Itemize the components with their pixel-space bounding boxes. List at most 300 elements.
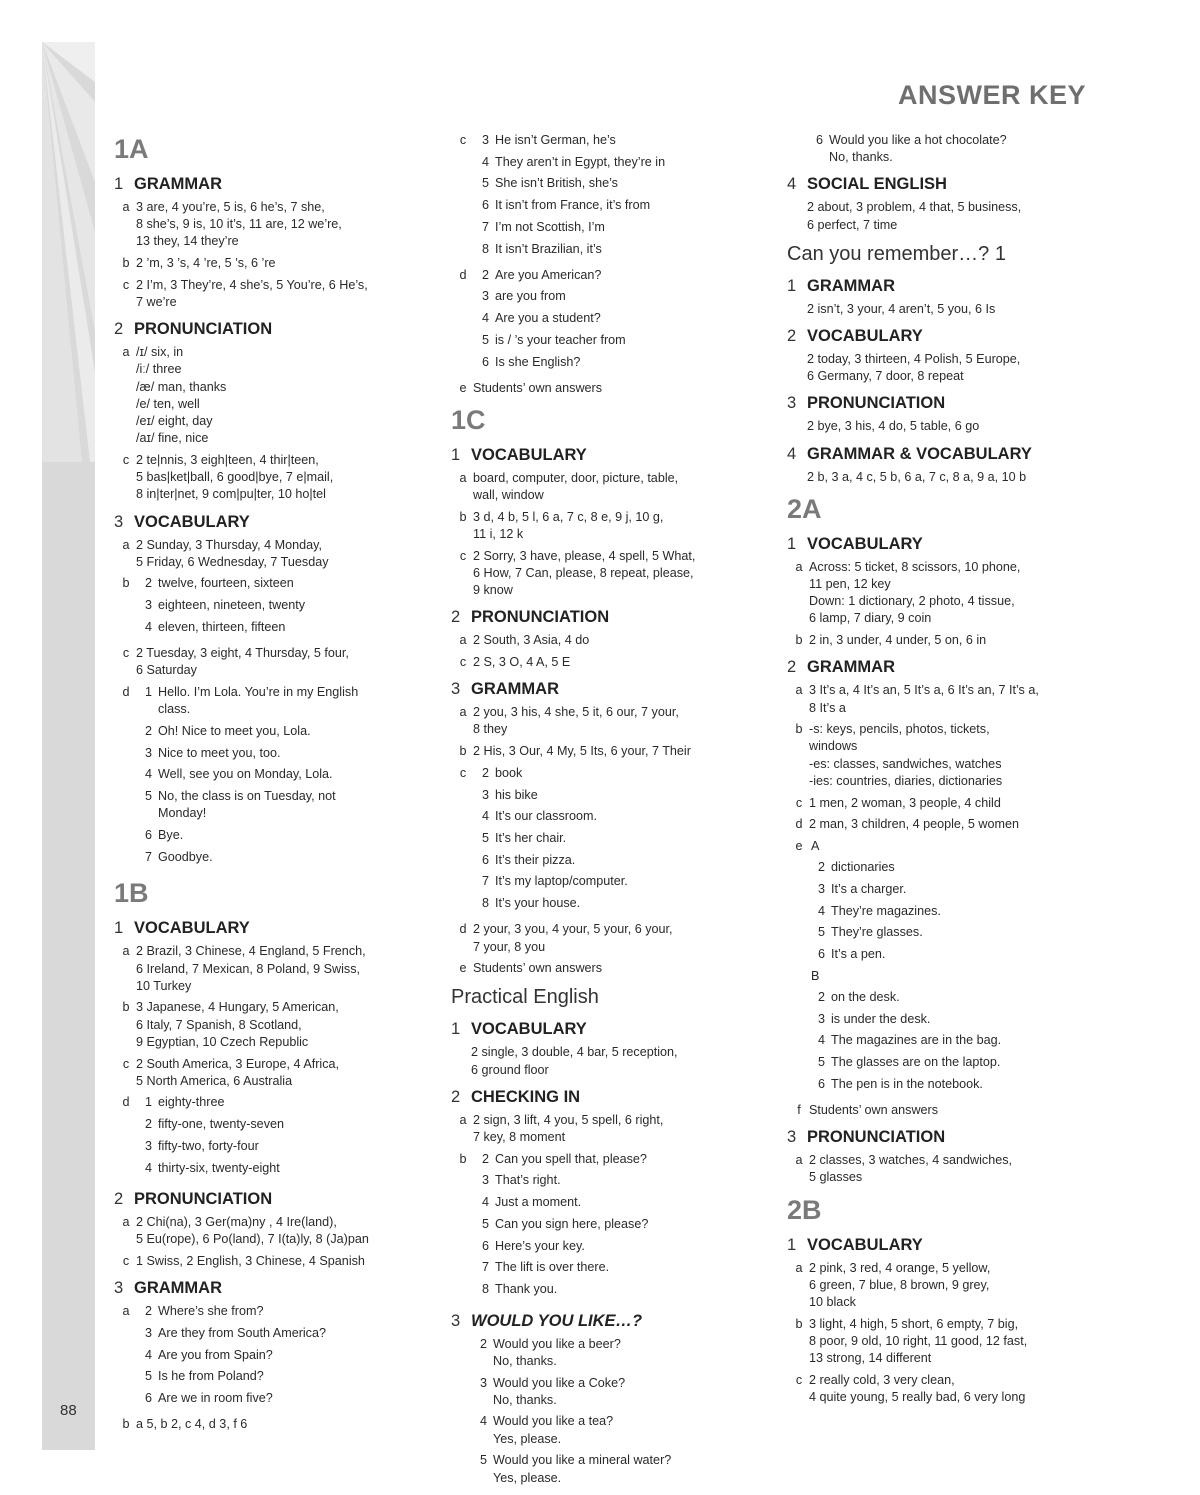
- item-text: I’m not Scottish, I’m: [495, 219, 605, 234]
- answer-line: 9 Egyptian, 10 Czech Republic: [136, 1034, 309, 1049]
- answer-entry: [114, 575, 434, 640]
- exercise-number: 1: [451, 445, 461, 464]
- item-text: Nice to meet you, too.: [158, 745, 281, 760]
- numbered-item: [809, 1032, 1087, 1049]
- item-text: Would you like a Coke? No, thanks.: [493, 1375, 626, 1407]
- entry-content: [136, 645, 434, 679]
- item-number: 2: [144, 1117, 152, 1132]
- entry-letter: b: [795, 1316, 803, 1331]
- answer-line: 2 classes, 3 watches, 4 sandwiches,: [809, 1153, 1013, 1168]
- entry-letter: c: [459, 655, 467, 670]
- item-number: 6: [815, 133, 823, 147]
- answer-entry: [451, 704, 771, 738]
- exercise-name: VOCABULARY: [807, 534, 923, 553]
- answer-line: 2 sign, 3 lift, 4 you, 5 spell, 6 right,: [473, 1112, 664, 1127]
- entry-content: [136, 199, 434, 251]
- item-text: It’s her chair.: [495, 830, 567, 845]
- item-text: is under the desk.: [831, 1011, 931, 1026]
- exercise-heading: [451, 1019, 771, 1039]
- exercise-answers: [114, 1303, 434, 1433]
- item-text: eleven, thirteen, fifteen: [158, 619, 286, 634]
- item-number: 7: [481, 874, 489, 889]
- answer-line: 1 Swiss, 2 English, 3 Chinese, 4 Spanish: [136, 1254, 365, 1269]
- entry-letter: a: [122, 944, 130, 959]
- entry-content: [136, 1416, 434, 1433]
- item-number: 2: [481, 1151, 489, 1166]
- numbered-item: [787, 132, 1087, 166]
- entry-content: [473, 1151, 771, 1303]
- item-text: Are you a student?: [495, 311, 601, 326]
- answer-line: 2 b, 3 a, 4 c, 5 b, 6 a, 7 c, 8 a, 9 a, 10 b: [807, 469, 1027, 484]
- numbered-item: [473, 288, 771, 305]
- item-number: 7: [481, 1260, 489, 1275]
- numbered-item: [136, 575, 434, 592]
- item-text: They’re glasses.: [831, 925, 923, 940]
- item-number: 3: [144, 1326, 152, 1341]
- entry-content: [136, 1253, 434, 1270]
- exercise-name: PRONUNCIATION: [807, 1128, 946, 1147]
- exercise-name: GRAMMAR: [134, 175, 222, 193]
- numbered-item: [473, 1281, 771, 1298]
- item-number: 2: [144, 576, 152, 591]
- item-number: 4: [817, 1033, 825, 1048]
- exercise-answers: [787, 418, 1087, 435]
- answer-line: 8 poor, 9 old, 10 right, 11 good, 12 fast,: [809, 1333, 1028, 1348]
- entry-letter: c: [122, 646, 130, 661]
- numbered-item: [473, 332, 771, 349]
- item-text: It’s my laptop/computer.: [495, 874, 628, 889]
- item-text: Goodbye.: [158, 849, 213, 864]
- answer-entry: [787, 1102, 1087, 1119]
- exercise-number: 2: [787, 327, 797, 346]
- exercise-answers: [787, 682, 1087, 1119]
- exercise-answers: [114, 943, 434, 1181]
- entry-content: [136, 452, 434, 504]
- answer-entry: [451, 470, 771, 504]
- exercise-heading: [451, 679, 771, 699]
- numbered-item: [136, 684, 434, 718]
- unit-title: 2A: [787, 493, 822, 524]
- exercise-heading: [787, 444, 1087, 464]
- exercise-number: 1: [451, 1020, 461, 1039]
- answer-line: windows: [809, 739, 858, 754]
- answer-line: 2 you, 3 his, 4 she, 5 it, 6 our, 7 your,: [473, 705, 679, 720]
- item-text: Would you like a mineral water? Yes, please.: [493, 1453, 672, 1485]
- item-text: Is she English?: [495, 354, 581, 369]
- exercise-heading: [787, 1235, 1087, 1255]
- entry-content: [473, 380, 771, 397]
- answer-entry: [114, 199, 434, 251]
- exercise-number: 2: [451, 608, 461, 627]
- numbered-item: [136, 597, 434, 614]
- exercise-answers: [114, 344, 434, 503]
- exercise-name: GRAMMAR & VOCABULARY: [807, 444, 1032, 463]
- exercise-name: VOCABULARY: [807, 327, 923, 346]
- answer-entry: [114, 1253, 434, 1270]
- answer-line: 2 I’m, 3 They’re, 4 she’s, 5 You’re, 6 He’s,: [136, 277, 368, 292]
- exercise-name: VOCABULARY: [471, 445, 587, 464]
- answer-entry: [114, 452, 434, 504]
- item-text: eighty-three: [158, 1095, 225, 1110]
- item-number: 2: [481, 267, 489, 282]
- numbered-item: [473, 808, 771, 825]
- exercise-heading: [114, 918, 434, 938]
- item-text: It’s your house.: [495, 896, 581, 911]
- answer-line: 11 i, 12 k: [473, 527, 524, 542]
- exercise-name: PRONUNCIATION: [134, 1190, 273, 1209]
- page-number: 88: [60, 1402, 77, 1419]
- column-left: [114, 132, 434, 1442]
- exercise-heading: [787, 534, 1087, 554]
- item-number: 3: [481, 289, 489, 304]
- answer-line: 2 pink, 3 red, 4 orange, 5 yellow,: [809, 1260, 991, 1275]
- item-number: 4: [144, 1347, 152, 1362]
- entry-letter: d: [795, 817, 803, 832]
- answer-line: 3 light, 4 high, 5 short, 6 empty, 7 big,: [809, 1316, 1019, 1331]
- item-text: Bye.: [158, 827, 184, 842]
- numbered-item: [136, 619, 434, 636]
- numbered-item: [473, 154, 771, 171]
- answer-line: 9 know: [473, 583, 513, 598]
- numbered-item: [451, 1452, 771, 1486]
- item-number: 1: [144, 684, 152, 699]
- entry-letter: d: [122, 1095, 130, 1110]
- answer-line: 2 Brazil, 3 Chinese, 4 England, 5 French,: [136, 944, 366, 959]
- item-number: 4: [481, 1195, 489, 1210]
- entry-content: [473, 548, 771, 600]
- answer-line: 5 North America, 6 Australia: [136, 1073, 293, 1088]
- entry-content: [473, 921, 771, 955]
- item-text: Hello. I’m Lola. You’re in my English class.: [158, 684, 359, 717]
- exercise-name: VOCABULARY: [807, 1235, 923, 1254]
- answer-entry: [451, 1112, 771, 1146]
- item-number: 4: [144, 619, 152, 634]
- numbered-item: [809, 1054, 1087, 1071]
- answer-entry: [114, 537, 434, 571]
- answer-line: 3 Japanese, 4 Hungary, 5 American,: [136, 1000, 339, 1015]
- entry-content: [473, 704, 771, 738]
- answer-entry: [451, 743, 771, 760]
- exercise-name: GRAMMAR: [807, 658, 895, 677]
- entry-letter: c: [122, 1254, 130, 1269]
- exercise-heading: [451, 607, 771, 627]
- entry-letter: a: [122, 1304, 130, 1319]
- answer-entry: [787, 816, 1087, 833]
- entry-content: [136, 1056, 434, 1090]
- entry-letter: b: [459, 509, 467, 524]
- exercise-number: 2: [114, 1190, 124, 1209]
- item-number: 2: [481, 765, 489, 780]
- item-number: 4: [479, 1414, 487, 1429]
- item-text: Are you from Spain?: [158, 1347, 273, 1362]
- numbered-item: [451, 1413, 771, 1447]
- answer-entry: [114, 255, 434, 272]
- entry-letter: a: [459, 633, 467, 648]
- answer-line: 6 Italy, 7 Spanish, 8 Scotland,: [136, 1017, 302, 1032]
- answer-line: 8 in|ter|net, 9 com|pu|ter, 10 ho|tel: [136, 487, 326, 502]
- answer-entry: [451, 632, 771, 649]
- answer-line: 8 It’s a: [809, 700, 846, 715]
- numbered-item: [473, 1172, 771, 1189]
- entry-content: [809, 1316, 1087, 1368]
- item-text: They’re magazines.: [831, 903, 941, 918]
- entry-content: [473, 509, 771, 543]
- exercise-number: 3: [451, 680, 461, 699]
- item-text: It’s a charger.: [831, 881, 907, 896]
- numbered-item: [473, 310, 771, 327]
- item-number: 5: [481, 332, 489, 347]
- answer-entry: [451, 921, 771, 955]
- answer-line: 6 How, 7 Can, please, 8 repeat, please,: [473, 565, 694, 580]
- answer-line: /e/ ten, well: [136, 396, 200, 411]
- numbered-item: [809, 1011, 1087, 1028]
- answer-line: 6 green, 7 blue, 8 brown, 9 grey,: [809, 1277, 990, 1292]
- entry-letter: b: [122, 1417, 130, 1432]
- page-title: ANSWER KEY: [897, 80, 1086, 110]
- item-number: 4: [481, 311, 489, 326]
- answer-line: 5 Friday, 6 Wednesday, 7 Tuesday: [136, 554, 329, 569]
- section-title: Can you remember…? 1: [787, 242, 1006, 265]
- answer-entry: [451, 509, 771, 543]
- answer-entry: [114, 999, 434, 1051]
- numbered-item: [136, 723, 434, 740]
- item-number: 2: [144, 723, 152, 738]
- item-text: Is he from Poland?: [158, 1369, 264, 1384]
- item-number: 3: [144, 745, 152, 760]
- numbered-item: [809, 881, 1087, 898]
- item-number: 1: [144, 1095, 152, 1110]
- numbered-item: [136, 1303, 434, 1320]
- answer-line: Students’ own answers: [473, 961, 603, 976]
- entry-letter: b: [122, 256, 130, 271]
- answer-line: Students’ own answers: [809, 1102, 939, 1117]
- item-number: 6: [481, 852, 489, 867]
- exercise-heading: [787, 276, 1087, 296]
- entry-letter: d: [459, 922, 467, 937]
- item-text: She isn’t British, she’s: [495, 176, 618, 191]
- unit-title: 1C: [451, 404, 486, 435]
- item-text: is / ’s your teacher from: [495, 332, 626, 347]
- item-text: fifty-one, twenty-seven: [158, 1117, 284, 1132]
- answer-line: 7 we’re: [136, 295, 177, 310]
- item-text: Would you like a tea? Yes, please.: [493, 1414, 614, 1446]
- item-text: Thank you.: [495, 1281, 558, 1296]
- answer-line: 5 Eu(rope), 6 Po(land), 7 I(ta)ly, 8 (Ja)pan: [136, 1232, 369, 1247]
- numbered-item: [136, 1160, 434, 1177]
- item-text: Can you spell that, please?: [495, 1151, 647, 1166]
- answer-entry: [787, 721, 1087, 790]
- entry-content: [809, 838, 1087, 1097]
- item-text: The glasses are on the laptop.: [831, 1055, 1001, 1069]
- decorative-side-strip: [42, 42, 95, 1450]
- exercise-answers: [787, 1260, 1087, 1407]
- answer-line: /iː/ three: [136, 362, 182, 377]
- exercise-heading: [451, 1087, 771, 1107]
- answer-line: 2 really cold, 3 very clean,: [809, 1372, 955, 1387]
- exercise-name: SOCIAL ENGLISH: [807, 175, 947, 194]
- item-number: 5: [481, 1216, 489, 1231]
- numbered-item: [809, 924, 1087, 941]
- answer-line: 3 are, 4 you’re, 5 is, 6 he’s, 7 she,: [136, 200, 325, 214]
- entry-content: [136, 277, 434, 311]
- numbered-item: [473, 354, 771, 371]
- item-text: Would you like a hot chocolate? No, thanks.: [829, 133, 1007, 165]
- item-number: 3: [144, 598, 152, 613]
- item-number: 4: [144, 767, 152, 782]
- entry-letter: c: [122, 277, 130, 292]
- answer-entry: [451, 380, 771, 397]
- numbered-item: [809, 903, 1087, 920]
- item-number: 3: [817, 1011, 825, 1026]
- item-number: 2: [817, 860, 825, 875]
- answer-line: 2 Sorry, 3 have, please, 4 spell, 5 What,: [473, 548, 696, 563]
- group-label: B: [811, 968, 820, 983]
- item-number: 3: [479, 1375, 487, 1390]
- numbered-item: [473, 132, 771, 149]
- answer-entry: [787, 1372, 1087, 1406]
- entry-content: [809, 1152, 1087, 1186]
- answer-line: 4 quite young, 5 really bad, 6 very long: [809, 1389, 1026, 1404]
- exercise-heading: [114, 174, 434, 194]
- item-number: 4: [481, 809, 489, 824]
- item-number: 4: [481, 154, 489, 169]
- entry-content: [809, 682, 1087, 716]
- answer-entry: [114, 645, 434, 679]
- entry-content: [473, 960, 771, 977]
- answer-line: /ɪ/ six, in: [136, 345, 184, 360]
- exercise-name: WOULD YOU LIKE…?: [471, 1311, 643, 1330]
- entry-letter: a: [459, 1112, 467, 1127]
- entry-letter: c: [122, 452, 130, 467]
- exercise-heading: [787, 393, 1087, 413]
- exercise-answers: [787, 559, 1087, 650]
- entry-letter: c: [459, 133, 467, 147]
- answer-entry: [451, 765, 771, 917]
- answer-entry: [451, 654, 771, 671]
- exercise-answers: [451, 470, 771, 599]
- entry-letter: a: [122, 1215, 130, 1230]
- answer-line: Students’ own answers: [473, 380, 603, 395]
- numbered-item: [136, 1138, 434, 1155]
- answer-line: 3 d, 4 b, 5 l, 6 a, 7 c, 8 e, 9 j, 10 g,: [473, 509, 664, 524]
- answer-line: 1 men, 2 woman, 3 people, 4 child: [809, 795, 1001, 810]
- answer-entry: [451, 548, 771, 600]
- answer-line: 2 ’m, 3 ’s, 4 ’re, 5 ’s, 6 ’re: [136, 256, 276, 271]
- exercise-name: PRONUNCIATION: [134, 320, 273, 339]
- entry-content: [136, 255, 434, 272]
- item-text: Well, see you on Monday, Lola.: [158, 767, 333, 782]
- entry-letter: b: [795, 722, 803, 737]
- answer-entry: [787, 682, 1087, 716]
- item-text: It’s our classroom.: [495, 809, 597, 824]
- column-middle: [451, 132, 771, 1495]
- entry-content: [136, 344, 434, 447]
- item-number: 7: [481, 219, 489, 234]
- exercise-number: 2: [451, 1087, 461, 1106]
- numbered-item: [473, 1259, 771, 1276]
- numbered-item: [136, 1094, 434, 1111]
- answer-line: 2 man, 3 children, 4 people, 5 women: [809, 817, 1020, 832]
- entry-content: [136, 1303, 434, 1412]
- numbered-item: [136, 745, 434, 762]
- numbered-item: [473, 1194, 771, 1211]
- answer-line: board, computer, door, picture, table,: [473, 470, 679, 485]
- item-text: Are we in room five?: [158, 1391, 273, 1406]
- item-text: his bike: [495, 787, 538, 802]
- exercise-answers: [787, 301, 1087, 318]
- item-number: 6: [817, 946, 825, 961]
- answer-line: 2 Chi(na), 3 Ger(ma)ny , 4 Ire(land),: [136, 1215, 337, 1230]
- item-text: Can you sign here, please?: [495, 1216, 649, 1231]
- item-number: 3: [817, 881, 825, 896]
- answer-line: 2 today, 3 thirteen, 4 Polish, 5 Europe,: [807, 352, 1021, 367]
- item-number: 8: [481, 1281, 489, 1296]
- item-text: The lift is over there.: [495, 1260, 610, 1275]
- exercise-number: 3: [114, 1279, 124, 1298]
- exercise-name: VOCABULARY: [134, 919, 250, 938]
- exercise-heading: [114, 1189, 434, 1209]
- entry-letter: a: [122, 345, 130, 360]
- exercise-name: CHECKING IN: [471, 1087, 581, 1106]
- entry-letter: a: [122, 537, 130, 552]
- exercise-name: VOCABULARY: [471, 1020, 587, 1039]
- answer-entry: [451, 267, 771, 376]
- answer-entry: [451, 1151, 771, 1303]
- answer-line: 8 they: [473, 722, 508, 737]
- item-text: fifty-two, forty-four: [158, 1138, 259, 1153]
- item-number: 5: [479, 1453, 487, 1468]
- entry-content: [136, 943, 434, 995]
- entry-content: [136, 575, 434, 640]
- answer-line: a 5, b 2, c 4, d 3, f 6: [136, 1417, 248, 1432]
- exercise-answers: [451, 1112, 771, 1303]
- item-number: 6: [817, 1076, 825, 1091]
- item-text: book: [495, 765, 523, 780]
- answer-line: /æ/ man, thanks: [136, 379, 227, 394]
- item-number: 5: [481, 176, 489, 191]
- answer-entry: [114, 1416, 434, 1433]
- item-text: are you from: [495, 289, 566, 304]
- exercise-heading: [787, 174, 1087, 194]
- numbered-item: [136, 1325, 434, 1342]
- item-number: 2: [144, 1304, 152, 1319]
- entry-letter: a: [795, 683, 803, 698]
- exercise-number: 3: [114, 512, 124, 531]
- numbered-item: [451, 1375, 771, 1409]
- item-text: twelve, fourteen, sixteen: [158, 576, 294, 591]
- numbered-item: [473, 787, 771, 804]
- answer-entry: [114, 684, 434, 870]
- exercise-heading: [787, 657, 1087, 677]
- answer-entry: [451, 132, 771, 262]
- numbered-item: [809, 989, 1087, 1006]
- answer-entry: [114, 1303, 434, 1412]
- item-number: 6: [481, 1238, 489, 1253]
- entry-content: [473, 632, 771, 649]
- entry-letter: a: [122, 200, 130, 214]
- item-number: 2: [817, 989, 825, 1004]
- answer-line: 6 lamp, 7 diary, 9 coin: [809, 611, 932, 626]
- answer-line: /eɪ/ eight, day: [136, 414, 213, 429]
- item-number: 6: [144, 1391, 152, 1406]
- entry-content: [809, 1372, 1087, 1406]
- answer-entry: [114, 344, 434, 447]
- exercise-number: 2: [114, 320, 124, 339]
- answer-entry: [114, 1094, 434, 1181]
- answer-entry: [787, 1260, 1087, 1312]
- exercise-number: 3: [787, 1128, 797, 1147]
- item-number: 8: [481, 896, 489, 911]
